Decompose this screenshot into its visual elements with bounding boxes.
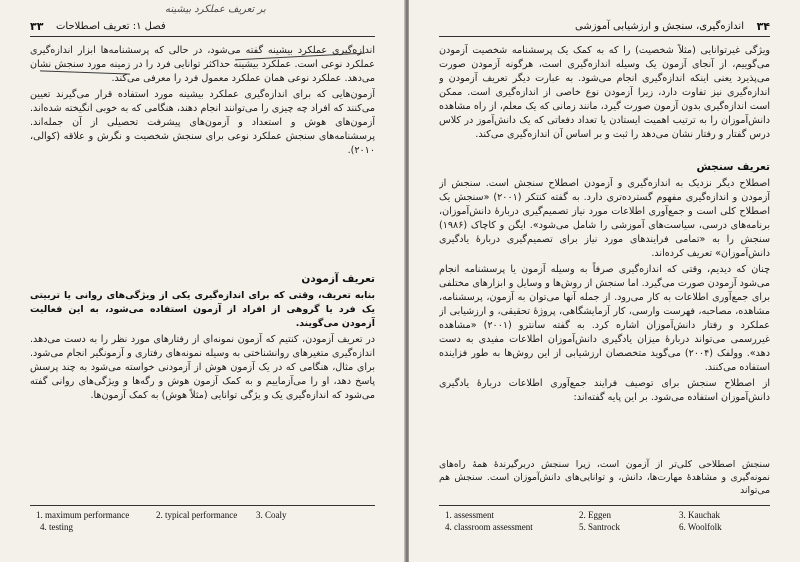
- right-section: [439, 158, 770, 454]
- chapter-title: فصل ۱: تعریف اصطلاحات: [56, 21, 166, 32]
- section-heading: تعریف سنجش: [696, 161, 770, 173]
- footnote: 3. Coaly: [256, 510, 287, 520]
- boxed-note: [439, 458, 770, 502]
- footnote: 3. Kauchak: [679, 510, 720, 520]
- footnote-rule: [30, 505, 375, 506]
- section-heading: تعریف آزمودن: [301, 273, 375, 285]
- paragraph: از اصطلاح سنجش برای توصیف فرایند جمع‌آوری اطلاعات دربارهٔ یادگیری دانش‌آموزان استفاده می‌شود. بر این پایه گفته‌اند:: [439, 378, 770, 403]
- footnote: 4. classroom assessment: [445, 522, 533, 532]
- left-body: [30, 44, 375, 266]
- paragraph: در تعریف آزمودن، کنتیم که آزمون نمونه‌ای از رفتارهای مورد نظر را به دست می‌دهد. اندازه‌گیری متغیرهای روانشناختی به وسیله نمونه‌های رفتاری و آزمونگیر انجام می‌شود. برای مثال، هنگامی که در یک آزمون هوش از آزمودنی خواسته می‌شود به چند پرسش پاسخ دهد، او را می‌آزماییم و به کمک آزمون هوش و رگه‌ها و ویژگی‌های روانی گفته می‌شود که اندازه‌گیری یک و یژگی توانایی (مثلاً هوش) به کمک آزمون‌ها.: [30, 334, 375, 401]
- definition-text: بنابه تعریف، وقتی که برای اندازه‌گیری یکی از ویژگی‌های روانی یا تربیتی یک فرد یا گروهی از افراد از آزمون استفاده می‌شود، به این فعالیت آزمودن می‌گویند.: [30, 290, 375, 329]
- footnote: 6. Woolfolk: [679, 522, 722, 532]
- footnote: 2. typical performance: [156, 510, 238, 520]
- footnote-rule: [439, 505, 770, 506]
- page-number-left: ۳۳: [30, 20, 44, 33]
- footnote: 5. Santrock: [579, 522, 620, 532]
- left-section: [30, 270, 375, 460]
- paragraph: ویژگی غیرتوانایی (مثلاً شخصیت) را که به کمک یک پرسشنامه شخصیت آزمودن می‌گوییم، از آنجای آزمون یک وسیله اندازه‌گیری است، هرگونه آزمودن صورت می‌پذیرد یعنی اینکه اندازه‌گیری انجام می‌شود. به عبارت دیگر تعریف آزمودن و اندازه‌گیری نیز تفاوت دارد، زیرا آزمودن نوع خاصی از اندازه‌گیری است. ممکن است اندازه‌گیری بدون آزمون صورت گیرد، مانند زمانی که یک معلم، از راه مشاهده دانش‌آموزان را به ترتیب اهمیت ایستادن یا تعداد دفعاتی که یک دانش‌آموز در کلاس درس گفتار و رفتار نشان می‌دهد را ثبت و بر اساس آن اندازه‌گیری می‌کند.: [439, 45, 770, 140]
- page-header-left: [30, 20, 375, 37]
- footnotes-right: [439, 510, 770, 540]
- paragraph: اصطلاح دیگر نزدیک به اندازه‌گیری و آزمودن اصطلاح سنجش است. سنجش از آزمودن و اندازه‌گیری مفهوم گسترده‌تری دارد. به گفته کنتکر (۲۰۰۱) «سنجش یک اصطلاح کلی است و جمع‌آوری اطلاعات مورد نیاز تصمیم‌گیری دربارهٔ دانش‌آموزان، برنامه‌های درسی، سیاست‌های آموزشی را شامل می‌شود». ایگن و کاچاک (۱۹۸۶) سنجش را به «تمامی فرایندهای مورد نیاز برای تصمیم‌گیری دربارهٔ یادگیری دانش‌آموزان» تعریف کرده‌اند.: [439, 178, 770, 259]
- right-page: [409, 0, 800, 562]
- paragraph: اندازه‌گیری عملکرد بیشینه گفته می‌شود، در حالی که پرسشنامه‌ها ابزار اندازه‌گیری عملکرد نوعی است. عملکرد بیشینه حداکثر توانایی فرد را در زمینه مورد سنجش نشان می‌دهد. عملکرد نوعی همان عملکرد معمول فرد را معرفی می‌کند.: [30, 45, 375, 84]
- footnote: 1. maximum performance: [36, 510, 130, 520]
- chapter-title: اندازه‌گیری، سنجش و ارزشیابی آموزشی: [575, 21, 744, 32]
- right-body: [439, 44, 770, 152]
- page-header-right: [439, 20, 770, 37]
- footnote: 4. testing: [40, 522, 73, 532]
- footnotes-left: [30, 510, 375, 540]
- paragraph: آزمون‌هایی که برای اندازه‌گیری عملکرد بیشینه مورد استفاده قرار می‌گیرند تعیین می‌کنند که افراد چه چیزی را می‌توانند انجام دهند، هنگامی که به خوبی انگیخته شده‌اند. آزمون‌های هوش و استعداد و آزمون‌های پیشرفت تحصیلی از آن جمله‌اند. پرسشنامه‌های سنجش عملکرد نوعی برای سنجش شخصیت و نگرش و علاقه (کوالی، ۲۰۱۰).: [30, 89, 375, 156]
- page-number-right: ۳۴: [756, 20, 770, 33]
- handwritten-note: بر تعریف عملکرد بیشینه: [165, 4, 266, 15]
- footnote: 2. Eggen: [579, 510, 611, 520]
- paragraph: چنان که دیدیم، وقتی که اندازه‌گیری صرفاً به وسیله آزمون یا پرسشنامه انجام می‌شود آزمودن صورت می‌گیرد. اما سنجش از روش‌ها و وسایل و ابزارهای مختلفی برای جمع‌آوری اطلاعات به کار می‌رود. از جمله آنها می‌توان به آزمون، پرسشنامه، مشاهده، مصاحبه، فهرست وارسی، کار آزمایشگاهی، پروژهٔ تحقیقی، و ارزشیابی از عملکرد و رفتار دانش‌آموزان اشاره کرد. به گفته سانترو (۲۰۰۱) «مشاهده غیررسمی می‌تواند دربارهٔ میزان یادگیری دانش‌آموزان اطلاعات مفیدی به دست دهد». وولفک (۲۰۰۴) می‌گوید متخصصان ارزشیابی از این روش‌ها به طور فزاینده استفاده می‌کنند.: [439, 264, 770, 373]
- note-text: سنجش اصطلاحی کلی‌تر از آزمون است، زیرا سنجش دربرگیرندهٔ همهٔ راه‌های نمونه‌گیری و مشاهدهٔ مهارت‌ها، دانش، و توانایی‌های دانش‌آموزان است. سنجش هم می‌تواند: [439, 459, 770, 496]
- footnote: 1. assessment: [445, 510, 494, 520]
